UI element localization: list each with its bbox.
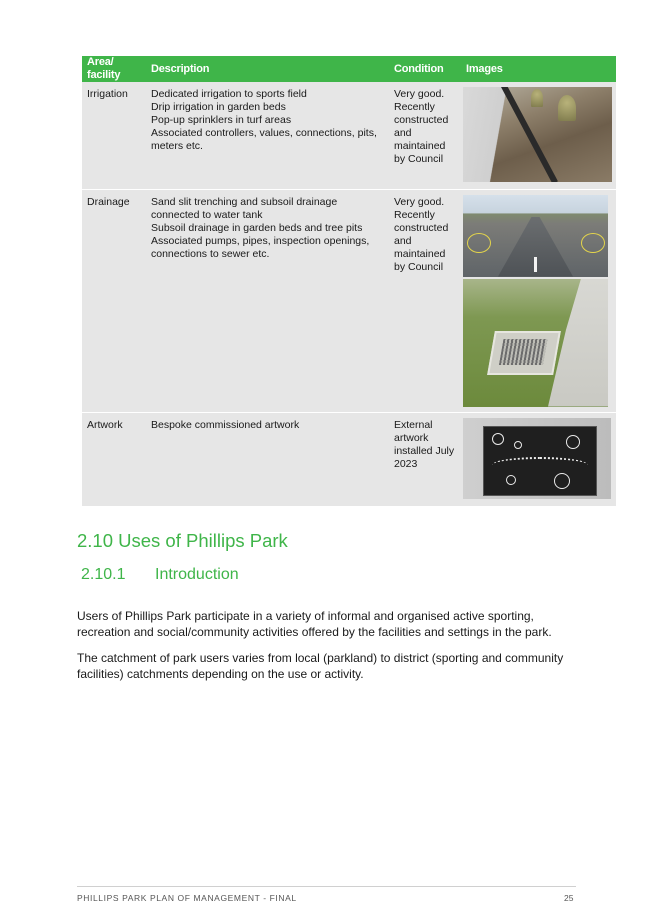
condition-line: and [394, 127, 412, 139]
description-line: Sand slit trenching and subsoil drainage [151, 195, 338, 208]
paragraph: Users of Phillips Park participate in a variety of informal and organised active sporting, recreation and social/community activities offered by the facilities and settings in the park. [77, 609, 552, 639]
condition-line: by Council [394, 153, 444, 165]
mural-motif [492, 457, 588, 473]
header-description: Description [146, 56, 389, 82]
subsection-title [81, 566, 239, 584]
images-cell [461, 82, 616, 189]
mural-motif [554, 473, 570, 489]
footer-document-title: PHILLIPS PARK PLAN OF MANAGEMENT - FINAL [77, 893, 297, 903]
mural-motif [506, 475, 516, 485]
area-cell: Irrigation [82, 82, 146, 189]
section-title: 2.10 Uses of Phillips Park [77, 530, 288, 551]
description-line: connected to water tank [151, 208, 263, 221]
condition-line: by Council [394, 260, 444, 273]
description-line: connections to sewer etc. [151, 247, 270, 260]
description-line: Associated controllers, values, connections, pits, [151, 127, 377, 139]
drain-grate-shape [487, 331, 561, 375]
condition-line: Recently [394, 208, 435, 221]
condition-line: artwork [394, 431, 429, 444]
mural-motif [566, 435, 580, 449]
facilities-table [82, 56, 616, 507]
description-line: Associated pumps, pipes, inspection openings, [151, 234, 370, 247]
table-header-row [82, 56, 616, 82]
grate-bars-shape [499, 339, 548, 365]
condition-cell [389, 189, 461, 412]
condition-line: External [394, 418, 433, 431]
highlight-circle [581, 233, 605, 253]
description-cell [146, 189, 389, 412]
condition-line: and [394, 234, 412, 247]
header-condition: Condition [389, 56, 461, 82]
condition-line: installed July [394, 444, 455, 457]
irrigation-photo [463, 87, 612, 182]
page-number: 25 [564, 893, 574, 903]
road-marking-shape [534, 257, 537, 272]
mural-motif [492, 433, 504, 445]
description-line: meters etc. [151, 140, 203, 152]
drainage-road-photo [463, 195, 608, 277]
description-line: Subsoil drainage in garden beds and tree pits [151, 221, 363, 234]
condition-line: 2023 [394, 457, 418, 470]
condition-line: constructed [394, 114, 449, 126]
artwork-photo [463, 418, 611, 499]
drainage-pit-photo [463, 279, 608, 407]
mural-panel [483, 426, 597, 496]
mural-motif [514, 441, 522, 449]
condition-line: Very good. [394, 88, 445, 100]
table-row-artwork [82, 412, 616, 506]
footer-divider [77, 886, 576, 887]
condition-cell [389, 412, 461, 506]
header-area: Area/ facility [82, 56, 146, 82]
area-cell: Drainage [82, 189, 146, 412]
header-images: Images [461, 56, 616, 82]
images-cell [461, 412, 616, 506]
description-line: Pop-up sprinklers in turf areas [151, 114, 292, 126]
description-line: Bespoke commissioned artwork [151, 418, 300, 431]
condition-line: constructed [394, 221, 449, 234]
plant-shape [531, 89, 543, 107]
condition-line: maintained [394, 247, 446, 260]
description-cell [146, 82, 389, 189]
plant-shape [558, 95, 576, 121]
description-line: Dedicated irrigation to sports field [151, 88, 307, 100]
subsection-number: 2.10.1 [81, 566, 126, 583]
description-cell [146, 412, 389, 506]
images-cell [461, 189, 616, 412]
table-row-irrigation [82, 82, 616, 189]
description-line: Drip irrigation in garden beds [151, 101, 286, 113]
condition-line: maintained [394, 140, 446, 152]
highlight-circle [467, 233, 491, 253]
paragraph: The catchment of park users varies from local (parkland) to district (sporting and community facilities) catchments depending on the use or activity. [77, 651, 564, 681]
condition-line: Very good. [394, 195, 445, 208]
condition-cell [389, 82, 461, 189]
area-cell: Artwork [82, 412, 146, 506]
subsection-label: Introduction [155, 566, 239, 583]
table-row-drainage [82, 189, 616, 412]
condition-line: Recently [394, 101, 435, 113]
